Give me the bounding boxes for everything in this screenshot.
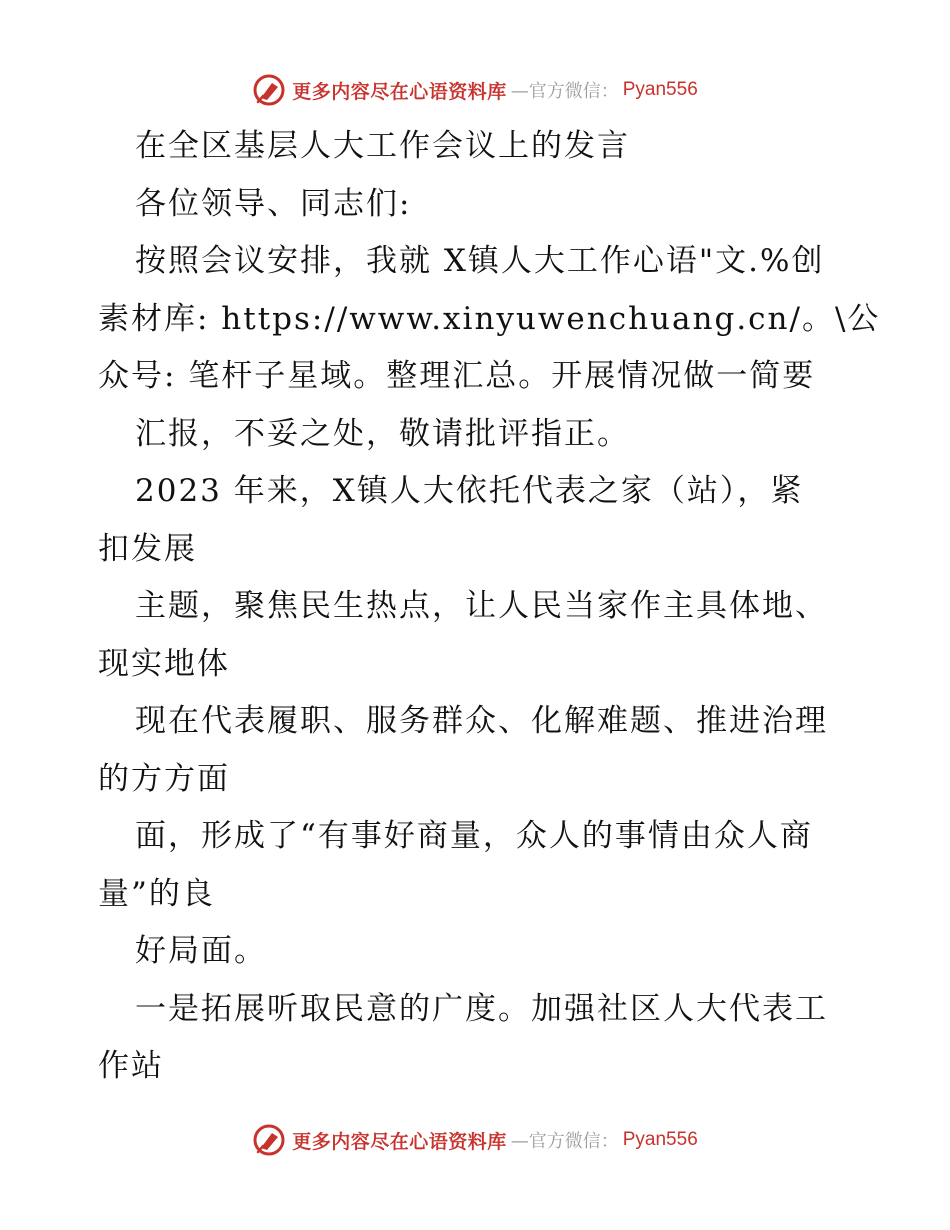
banner-sub-text: —官方微信： [510, 81, 619, 102]
text-line: 众号: 笔杆子星域。整理汇总。开展情况做一简要 [98, 358, 816, 394]
text-line: 在全区基层人大工作会议上的发言 [135, 128, 630, 164]
text-line: 好局面。 [135, 933, 267, 969]
text-line: 作站 [98, 1048, 164, 1084]
text-line: 一是拓展听取民意的广度。加强社区人大代表工 [135, 990, 828, 1027]
text-line: 主题，聚焦民生热点，让人民当家作主具体地、 [135, 588, 828, 624]
text-line: 各位领导、同志们: [135, 185, 412, 222]
pen-nib-logo-icon [252, 1123, 286, 1157]
text-line: 现实地体 [98, 645, 230, 682]
document-body [98, 118, 881, 1096]
text-line: 汇报，不妥之处，敬请批评指正。 [135, 415, 630, 452]
banner-main-text: 更多内容尽在心语资料库 [292, 1130, 507, 1153]
banner-wechat-id: Pyan556 [622, 79, 698, 100]
text-line: 2023 年来，X镇人大依托代表之家（站），紧 [135, 473, 804, 509]
text-line: 按照会议安排，我就 X镇人大工作心语"文.%创 [135, 243, 825, 279]
text-line: 面，形成了“有事好商量，众人的事情由众人商 [135, 818, 813, 854]
text-line: 量”的良 [98, 875, 215, 912]
banner-wechat-id: Pyan556 [622, 1129, 698, 1150]
text-line: 的方方面 [98, 760, 230, 797]
banner-sub-text: —官方微信： [510, 1131, 619, 1152]
text-line: 扣发展 [98, 530, 197, 567]
footer-banner [0, 1120, 950, 1160]
header-banner [0, 70, 950, 110]
banner-main-text: 更多内容尽在心语资料库 [292, 80, 507, 103]
text-line: 素材库: https://www.xinyuwenchuang.cn/。\公 [98, 300, 881, 337]
text-line: 现在代表履职、服务群众、化解难题、推进治理 [135, 703, 828, 739]
pen-nib-logo-icon [252, 73, 286, 107]
